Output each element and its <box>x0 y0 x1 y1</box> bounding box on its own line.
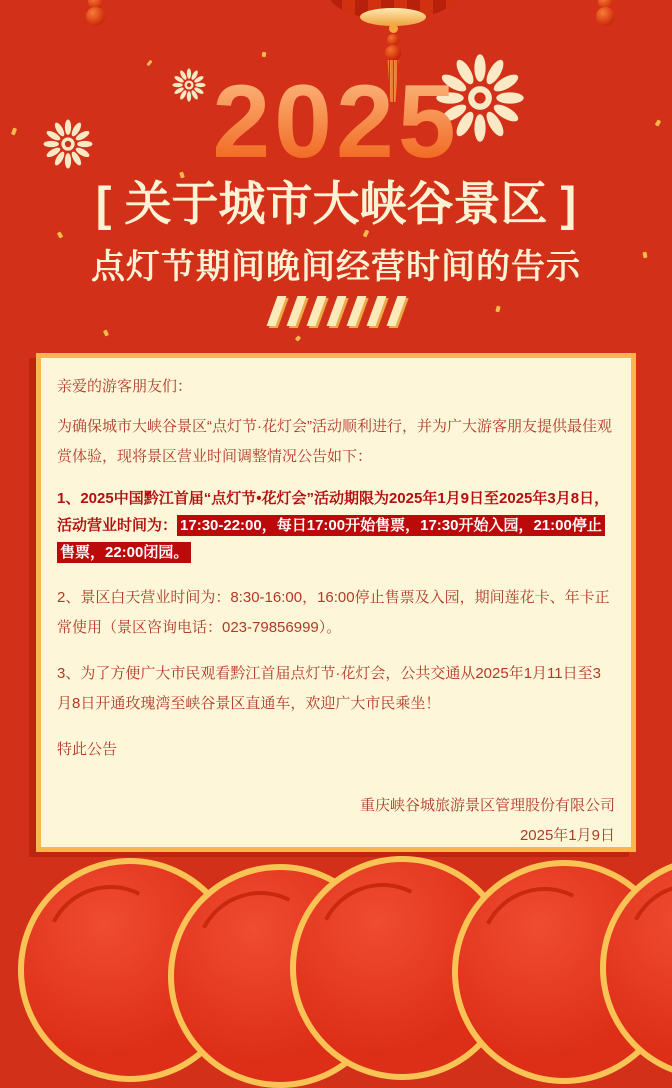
notice-item-1-text: 1、2025中国黔江首届“点灯节•花灯会”活动期限为2025年1月9日至2025年3月8日，活动营业时间为： <box>57 490 610 534</box>
company-name: 重庆峡谷城旅游景区管理股份有限公司 <box>359 797 615 814</box>
notice-box <box>36 353 636 852</box>
confetti-speck <box>57 231 63 238</box>
confetti-speck <box>295 335 301 341</box>
notice-item-2: 2、景区白天营业时间为：8:30-16:00，16:00停止售票及入园，期间莲花卡、年卡正常使用（景区咨询电话：023-79856999）。 <box>57 589 610 636</box>
decorative-slashes <box>0 296 672 328</box>
poster-subtitle: 点灯节期间晚间经营时间的告示 <box>91 248 581 286</box>
notice-item-1 <box>57 485 615 566</box>
notice-intro: 为确保城市大峡谷景区“点灯节·花灯会”活动顺利进行，并为广大游客朋友提供最佳观赏体验，现将景区营业时间调整情况公告如下： <box>57 418 612 465</box>
confetti-speck <box>146 60 152 67</box>
confetti-speck <box>262 52 267 58</box>
poster-title: [ 关于城市大峡谷景区 ] <box>95 177 577 230</box>
confetti-speck <box>103 329 109 336</box>
tassel-ornament-right-icon <box>594 0 616 65</box>
notice-greeting: 亲爱的游客朋友们： <box>57 378 193 395</box>
notice-item-1-highlight: 17:30-22:00，每日17:00开始售票，17:30开始入园，21:00停止售票，22:00闭园。 <box>57 515 605 563</box>
notice-closing: 特此公告 <box>57 741 118 758</box>
notice-date: 2025年1月9日 <box>519 827 615 844</box>
year-heading: 2025 <box>0 72 672 172</box>
notice-item-3: 3、为了方便广大市民观看黔江首届点灯节·花灯会，公共交通从2025年1月11日至3月8日开通玫瑰湾至峡谷景区直通车，欢迎广大市民乘坐！ <box>57 665 601 712</box>
tassel-ornament-left-icon <box>84 0 106 65</box>
